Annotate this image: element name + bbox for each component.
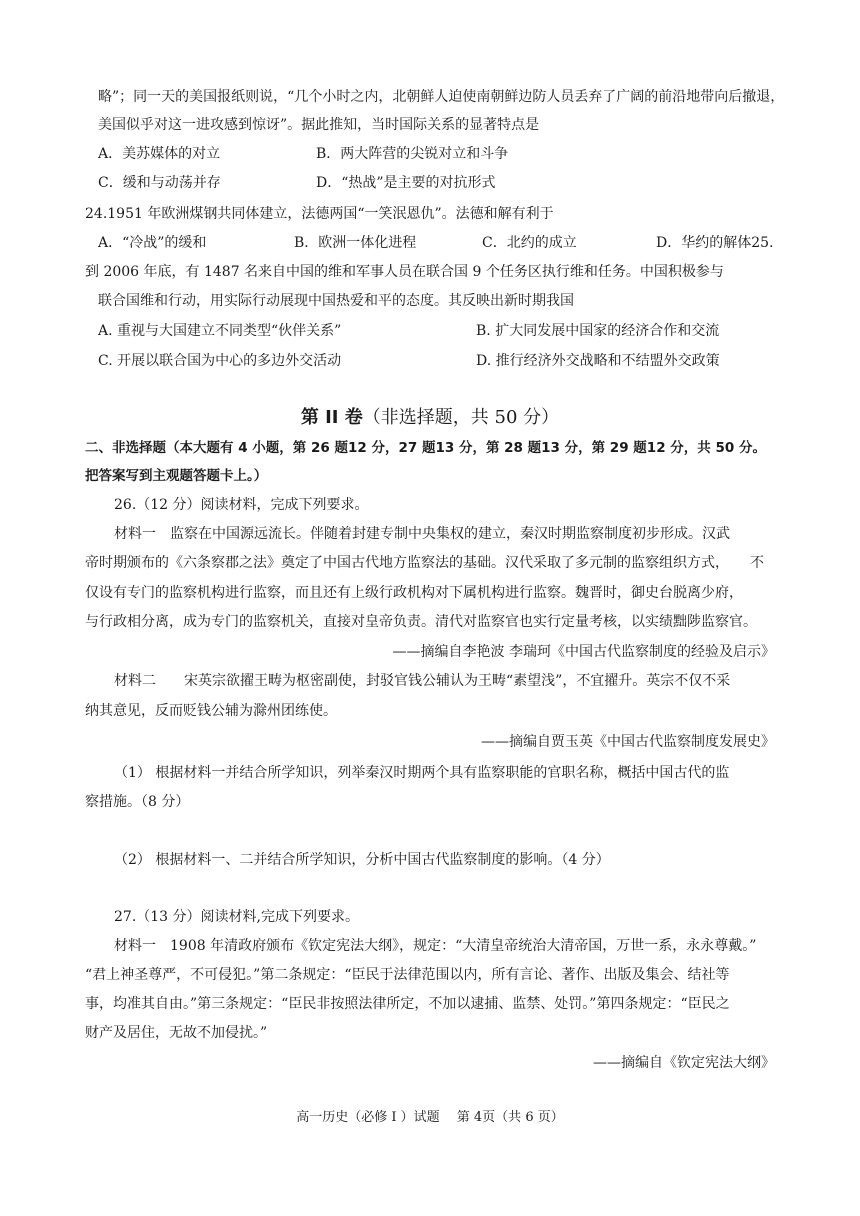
q23-option-b: B．两大阵营的尖锐对立和斗争 <box>316 146 509 162</box>
q26-sub-question-1-line-1: （1） 根据材料一并结合所学知识，列举秦汉时期两个具有监察职能的官职名称，概括中国古代的监 <box>114 765 730 781</box>
q25-option-b: B. 扩大同发展中国家的经济合作和交流 <box>476 323 720 339</box>
q26-material-1-line-2: 帝时期颁布的《六条察郡之法》奠定了中国古代地方监察法的基础。汉代采取了多元制的监察组织方式， 不 <box>85 555 764 571</box>
q26-sub-question-1-line-2: 察措施。（8 分） <box>85 794 190 810</box>
q27-material-1-source: ——摘编自《钦定宪法大纲》 <box>593 1055 775 1071</box>
q24-option-c: C．北约的成立 <box>482 235 577 251</box>
q26-material-1-line-4: 与行政相分离，成为专门的监察机关，直接对皇帝负责。清代对监察官也实行定量考核，以实绩黜陟监察官。 <box>85 614 757 630</box>
q26-material-1-line-1: 材料一 监察在中国源远流长。伴随着封建专制中央集权的建立，秦汉时期监察制度初步形成。汉武 <box>114 526 730 542</box>
q26-material-2-line-1: 材料二 宋英宗欲擢王畴为枢密副使，封驳官钱公辅认为王畴“素望浅”，不宜擢升。英宗不仅不采 <box>114 673 731 689</box>
q23-option-a: A．美苏媒体的对立 <box>98 146 221 162</box>
page-footer: 高一历史（必修 I ）试题 第 4页（共 6 页） <box>296 1110 564 1125</box>
section-2-instructions-line-2: 把答案写到主观题答题卡上。） <box>85 468 268 484</box>
q27-material-1-line-3: 事，均准其自由。”第三条规定：“臣民非按照法律所定，不加以逮捕、监禁、处罚。”第四条规定：“臣民之 <box>85 996 730 1012</box>
q25-option-d: D. 推行经济外交战略和不结盟外交政策 <box>476 353 720 369</box>
q25-option-c: C. 开展以联合国为中心的多边外交活动 <box>98 353 342 369</box>
q25-option-a: A. 重视与大国建立不同类型“伙伴关系” <box>98 323 342 339</box>
q26-stem: 26.（12 分）阅读材料，完成下列要求。 <box>114 497 369 513</box>
q23-line-2: 美国似乎对这一进攻感到惊讶”。据此推知，当时国际关系的显著特点是 <box>98 117 540 133</box>
q24-option-d: D．华约的解体25. <box>656 235 774 251</box>
section-2-instructions-line-1: 二、非选择题（本大题有 4 小题，第 26 题12 分，27 题13 分，第 28 题13 分，第 29 题12 分，共 50 分。 <box>85 440 766 456</box>
section-2-title-rest: （非选择题，共 50 分） <box>362 407 560 428</box>
q24-option-a: A．“冷战”的缓和 <box>98 235 207 251</box>
q23-line-1: 略”；同一天的美国报纸则说，“几个小时之内，北朝鲜人迫使南朝鲜边防人员丢弃了广阔的前沿地带向后撤退， <box>98 89 785 105</box>
q26-material-2-line-2: 纳其意见，反而贬钱公辅为滁州团练使。 <box>85 703 337 719</box>
q25-line-2: 联合国维和行动，用实际行动展现中国热爱和平的态度。其反映出新时期我国 <box>98 293 574 309</box>
section-2-title-bold: 第 II 卷 <box>300 407 363 428</box>
q25-line-1: 到 2006 年底，有 1487 名来自中国的维和军事人员在联合国 9 个任务区执行维和任务。中国积极参与 <box>85 264 724 280</box>
q26-sub-question-2: （2） 根据材料一、二并结合所学知识，分析中国古代监察制度的影响。（4 分） <box>114 852 610 868</box>
q23-option-c: C．缓和与动荡并存 <box>98 175 221 191</box>
q27-material-1-line-4: 财产及居住，无故不加侵扰。” <box>85 1025 268 1041</box>
q24-stem: 24.1951 年欧洲煤钢共同体建立，法德两国“一笑泯恩仇”。法德和解有利于 <box>85 206 554 222</box>
q26-material-2-source: ——摘编自贾玉英《中国古代监察制度发展史》 <box>481 734 775 750</box>
q26-material-1-source: ——摘编自李艳波 李瑞珂《中国古代监察制度的经验及启示》 <box>392 644 775 660</box>
q24-option-b: B．欧洲一体化进程 <box>294 235 417 251</box>
q23-option-d: D．“热战”是主要的对抗形式 <box>316 175 496 191</box>
section-2-title <box>0 404 860 432</box>
q26-material-1-line-3: 仅设有专门的监察机构进行监察，而且还有上级行政机构对下属机构进行监察。魏晋时，御史台脱离少府， <box>85 585 743 601</box>
q27-stem: 27.（13 分）阅读材料,完成下列要求。 <box>114 909 359 925</box>
q27-material-1-line-1: 材料一 1908 年清政府颁布《钦定宪法大纲》，规定：“大清皇帝统治大清帝国，万世一系，永永尊戴。” <box>114 938 757 954</box>
q27-material-1-line-2: “君上神圣尊严，不可侵犯。”第二条规定：“臣民于法律范围以内，所有言论、著作、出版及集会、结社等 <box>85 967 730 983</box>
